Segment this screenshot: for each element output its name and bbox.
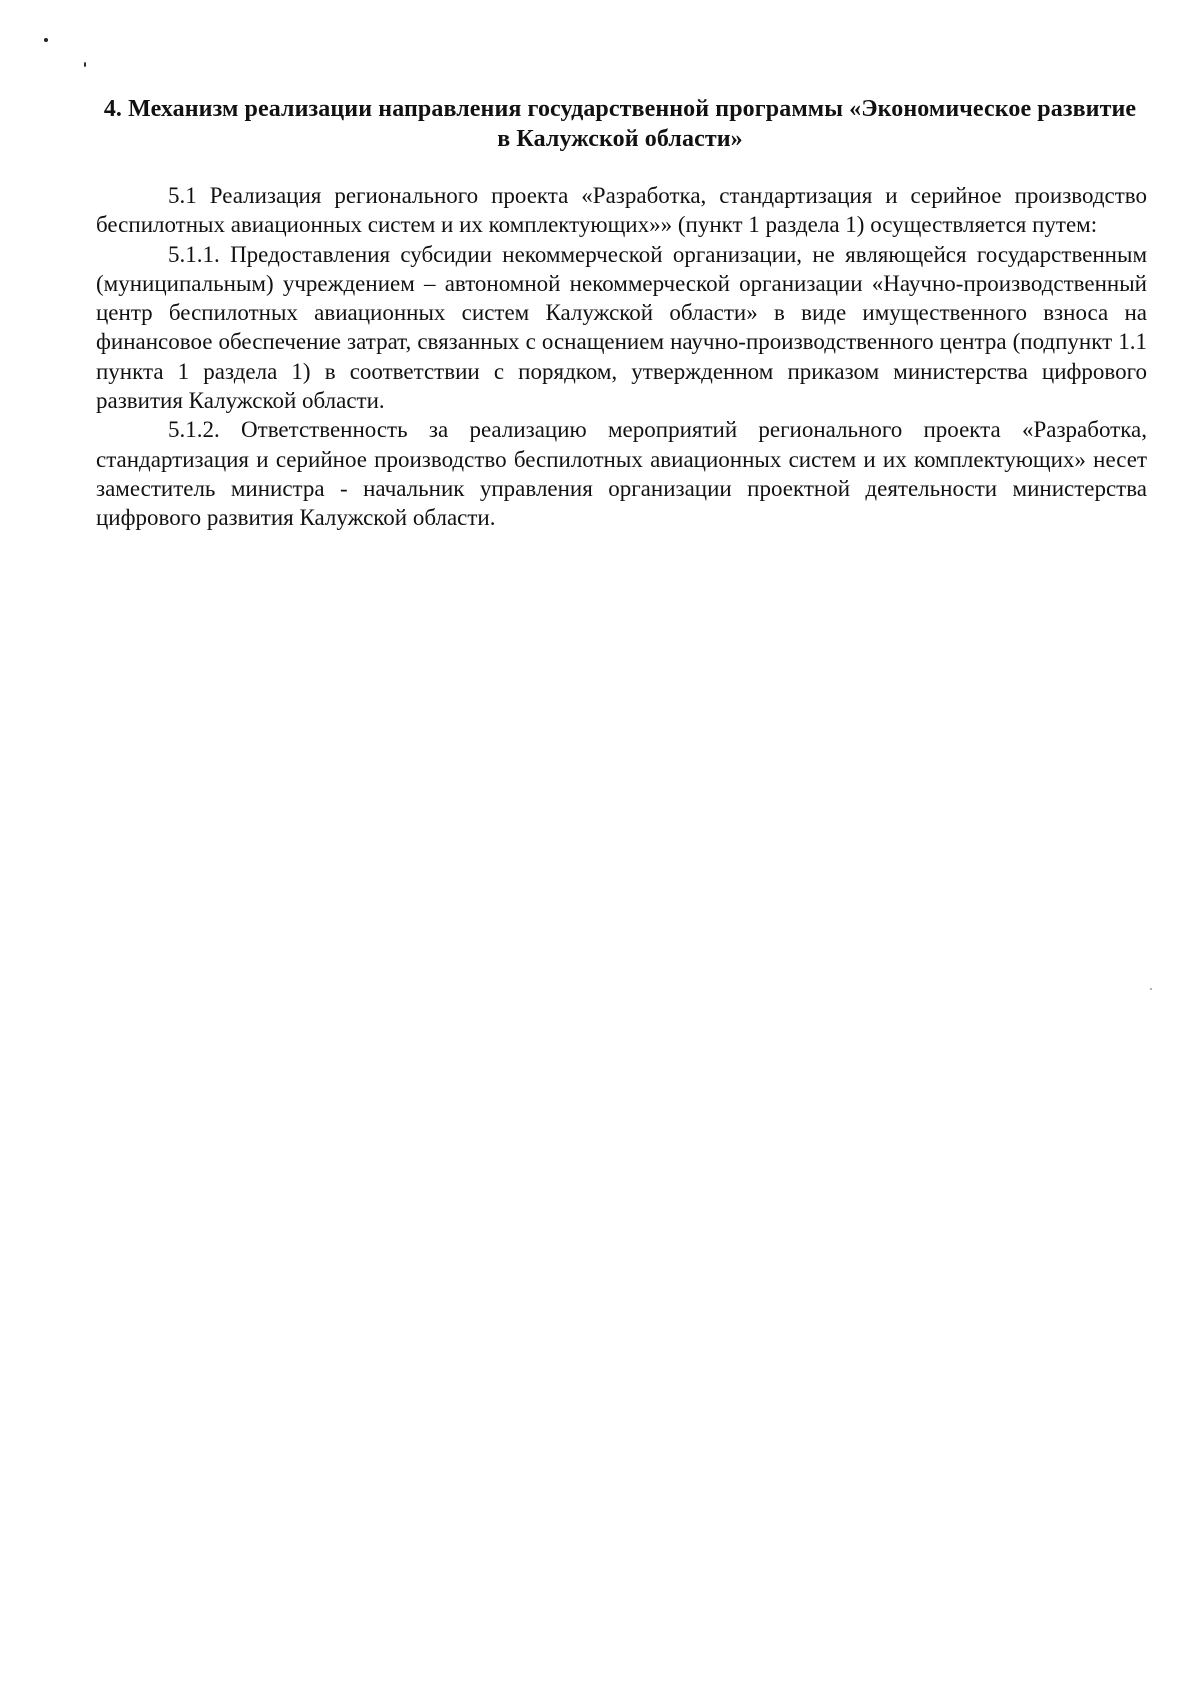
scan-speck: [84, 62, 86, 67]
scan-speck: [1150, 988, 1152, 990]
section-heading: 4. Механизм реализации направления государственной программы «Экономическое развитие в Калужской области»: [103, 96, 1137, 152]
paragraph-5-1-1: [96, 240, 1147, 416]
scan-speck: [44, 38, 48, 42]
paragraph-number: 5.1: [168, 183, 197, 208]
paragraph-text: Предоставления субсидии некоммерческой организации, не являющейся государственным (муниципальным) учреждением – автономной некоммерческой организации «Научно-производственный центр беспилотных авиационных систем Калужской области» в виде имущественного взноса на финансовое обеспечение затрат, связанных с оснащением научно-производственного центра (подпункт 1.1 пункта 1 раздела 1) в соответствии с порядком, утвержденном приказом министерства цифрового развития Калужской области.: [96, 241, 1148, 414]
paragraph-5-1-2: [96, 415, 1147, 532]
document-body: [96, 181, 1147, 533]
paragraph-number: 5.1.2.: [168, 417, 220, 443]
paragraph-text: Реализация регионального проекта «Разработка, стандартизация и серийное производство беспилотных авиационных систем и их комплектующих»» (пункт 1 раздела 1) осуществляется путем:: [96, 183, 1147, 238]
paragraph-text: Ответственность за реализацию мероприятий регионального проекта «Разработка, стандартизация и серийное производство беспилотных авиационных систем и их комплектующих» несет заместитель министра - начальник управления организации проектной деятельности министерства цифрового развития Калужской области.: [96, 417, 1147, 531]
paragraph-5-1: [96, 181, 1147, 240]
paragraph-number: 5.1.1.: [168, 241, 220, 267]
